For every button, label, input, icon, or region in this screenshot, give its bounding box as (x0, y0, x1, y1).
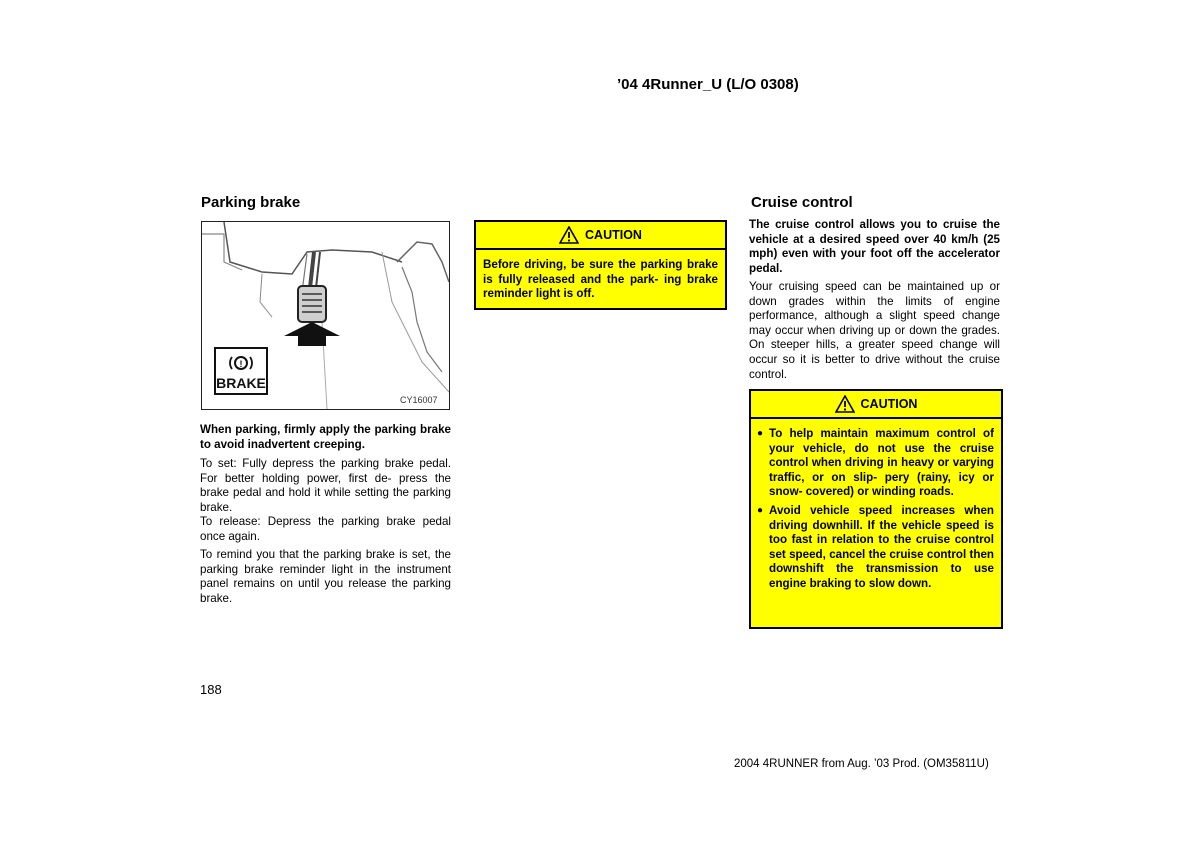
bullet-icon: ● (757, 428, 764, 439)
caution-label: CAUTION (860, 397, 918, 411)
parking-brake-reminder: To remind you that the parking brake is set, the parking brake reminder light in the instrument panel remains on until you release the parking brake. (200, 548, 451, 605)
warning-triangle-icon (835, 395, 855, 413)
cruise-control-heading: Cruise control (751, 194, 853, 211)
bullet-icon: ● (757, 504, 764, 516)
parking-brake-to-set: To set: Fully depress the parking brake pedal. For better holding power, first de- press the brake pedal and hold it while setting the parking brake. (200, 457, 451, 514)
cruise-control-lead: The cruise control allows you to cruise the vehicle at a desired speed over 40 km/h (25 mph) even with your foot off the accelerator pedal. (749, 218, 1000, 275)
figure-code: CY16007 (400, 395, 438, 405)
parking-brake-to-release: To release: Depress the parking brake pedal once again. (200, 515, 451, 543)
parking-brake-illustration (201, 221, 450, 410)
caution-list-item (757, 427, 994, 500)
caution-header (476, 222, 725, 250)
caution-item-text: Avoid vehicle speed increases when driving downhill. If the vehicle speed is too fast in relation to the cruise control set speed, cancel the cruise control then downshift the transmission to use engine braking to slow down. (769, 503, 994, 590)
page-header-title: ’04 4Runner_U (L/O 0308) (617, 76, 799, 93)
warning-triangle-icon (559, 226, 579, 244)
parking-brake-heading: Parking brake (201, 194, 301, 211)
page-number: 188 (200, 682, 222, 697)
caution-box-parking (474, 220, 727, 310)
cruise-control-paragraph: Your cruising speed can be maintained up or down grades within the limits of engine performance, although a slight speed change may occur when driving up or down the grades. On steeper hills, a greater speed change will occur so it is better to drive without the cruise control. (749, 280, 1000, 381)
caution-label: CAUTION (585, 228, 642, 242)
caution-item-text: To help maintain maximum control of your vehicle, do not use the cruise control when driving in heavy or varying traffic, or on slip- pery (rainy, icy or snow- covered) or winding roads. (769, 427, 994, 499)
caution-list (751, 419, 1001, 592)
brake-indicator-label: BRAKE (216, 375, 266, 391)
svg-text:!: ! (239, 359, 243, 369)
page-footer: 2004 4RUNNER from Aug. ’03 Prod. (OM35811U) (734, 758, 989, 770)
caution-box-cruise (749, 389, 1003, 629)
caution-header (751, 391, 1001, 419)
parking-brake-lead: When parking, firmly apply the parking brake to avoid inadvertent creeping. (200, 423, 451, 451)
caution-text: Before driving, be sure the parking brake is fully released and the park- ing brake reminder light is off. (483, 258, 718, 301)
caution-list-item (757, 504, 994, 592)
